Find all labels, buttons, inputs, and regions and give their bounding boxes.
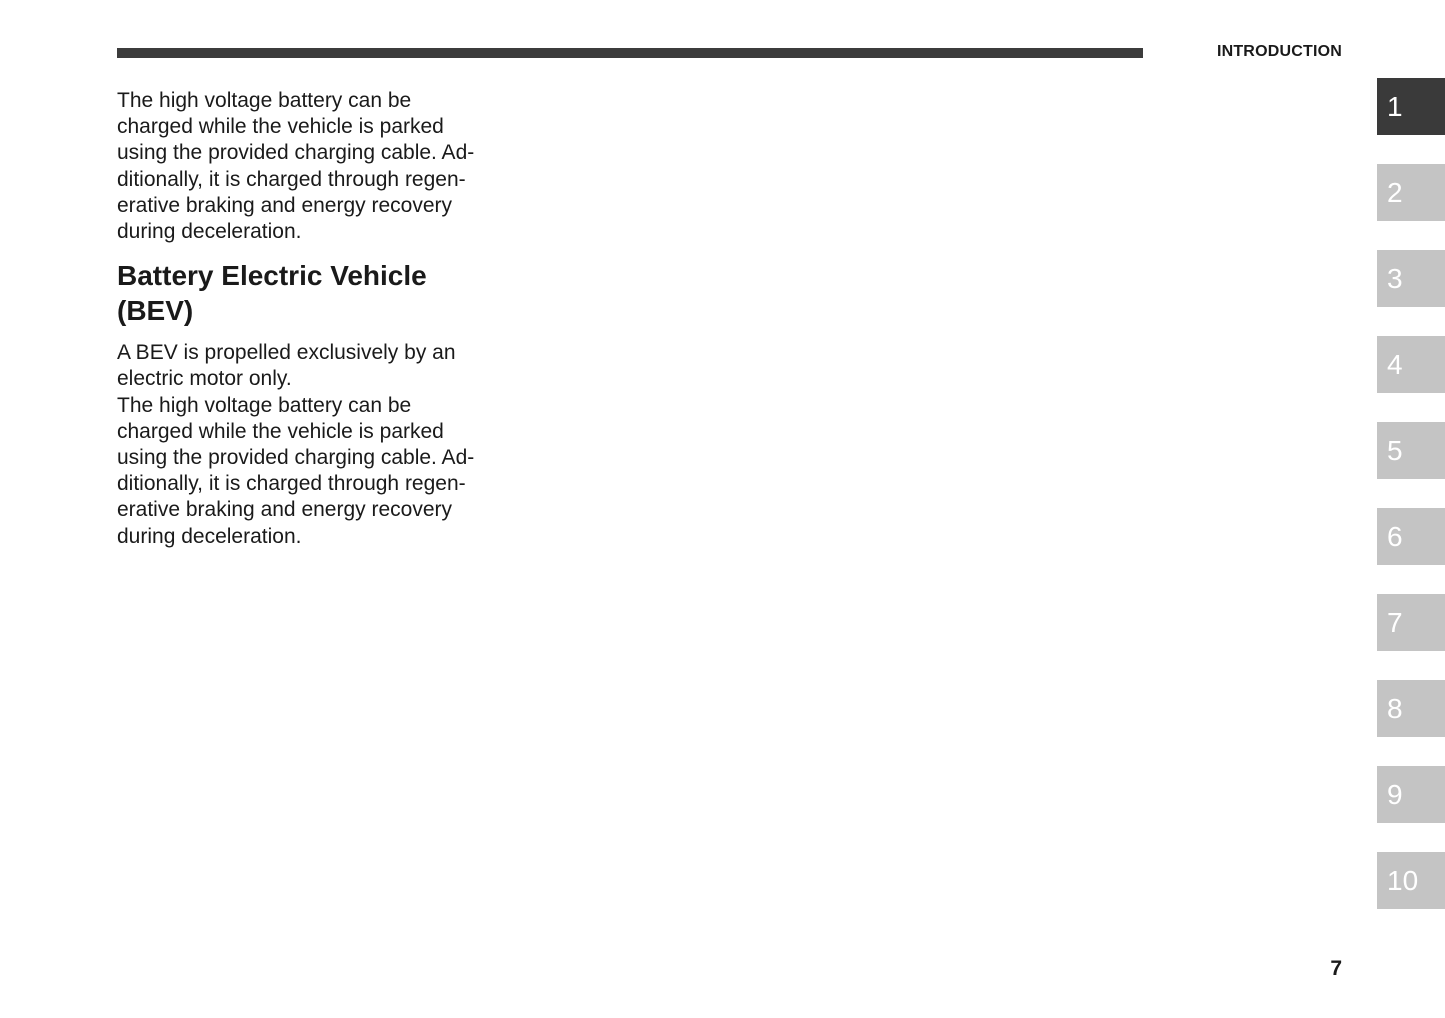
header-rule <box>117 48 1143 58</box>
chapter-tab-6[interactable]: 6 <box>1377 508 1445 565</box>
bev-paragraph: A BEV is propelled exclusively by an electric motor only. The high voltage battery can be charged while the vehicle is parked using the provided charging cable. Ad- ditionally, it is charged through regen- erative braking and energy recovery during deceleration. <box>117 341 475 548</box>
chapter-tab-2[interactable]: 2 <box>1377 164 1445 221</box>
text-column <box>117 88 507 550</box>
intro-paragraph: The high voltage battery can be charged while the vehicle is parked using the provided charging cable. Ad- ditionally, it is charged through regen- erative braking and energy recovery during deceleration. <box>117 89 475 244</box>
chapter-tab-1[interactable]: 1 <box>1377 78 1445 135</box>
chapter-tab-8[interactable]: 8 <box>1377 680 1445 737</box>
chapter-tab-4[interactable]: 4 <box>1377 336 1445 393</box>
chapter-tab-5[interactable]: 5 <box>1377 422 1445 479</box>
section-title: INTRODUCTION <box>1216 43 1342 60</box>
section-heading: Battery Electric Vehicle (BEV) <box>117 260 427 327</box>
chapter-tab-9[interactable]: 9 <box>1377 766 1445 823</box>
chapter-tab-7[interactable]: 7 <box>1377 594 1445 651</box>
chapter-tabs <box>1377 78 1445 938</box>
chapter-tab-3[interactable]: 3 <box>1377 250 1445 307</box>
page-number: 7 <box>1330 957 1342 980</box>
chapter-tab-10[interactable]: 10 <box>1377 852 1445 909</box>
